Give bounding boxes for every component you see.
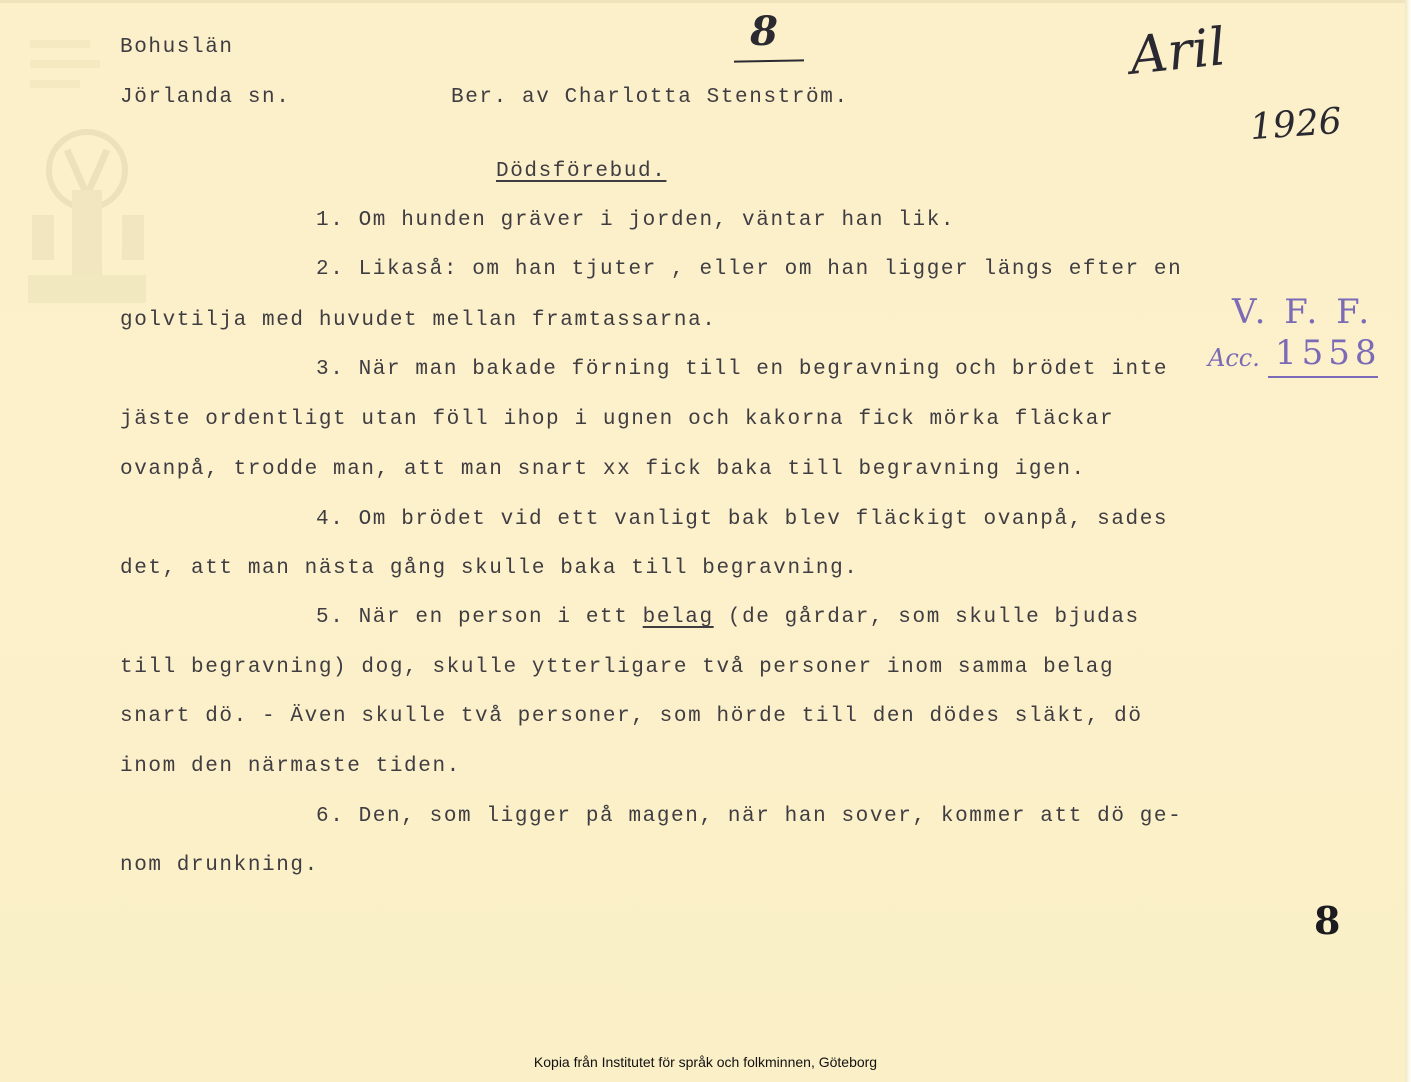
page-number-bottom: 8 xyxy=(1314,898,1341,943)
page-number-underline xyxy=(734,59,804,62)
paragraph-3-line-1: 3. När man bakade förning till en begravning och brödet inte xyxy=(316,358,1169,381)
parish-label: Jörlanda sn. xyxy=(120,86,291,109)
paragraph-3-line-3: ovanpå, trodde man, att man snart xx fick baka till begravning igen. xyxy=(120,458,1086,481)
paragraph-5-line-4: inom den närmaste tiden. xyxy=(120,755,461,778)
document-title: Dödsförebud. xyxy=(496,160,667,183)
reporter-label: Ber. av Charlotta Stenström. xyxy=(451,86,849,109)
handwritten-year: 1926 xyxy=(1248,100,1343,149)
paper-edge-top xyxy=(0,0,1411,3)
paragraph-2-line-1: 2. Likaså: om han tjuter , eller om han ligger längs efter en xyxy=(316,258,1183,281)
paragraph-5-text-a: 5. När en person i ett xyxy=(316,606,643,629)
paragraph-5-text-b: (de gårdar, som skulle bjudas xyxy=(713,606,1140,629)
paragraph-4-line-2: det, att man nästa gång skulle baka till begravning. xyxy=(120,557,859,580)
page-number-top xyxy=(734,8,806,70)
paragraph-6-line-2: nom drunkning. xyxy=(120,854,319,877)
paper-edge-right xyxy=(1405,0,1411,1082)
paragraph-1-line-1: 1. Om hunden gräver i jorden, väntar han lik. xyxy=(316,209,956,232)
footer-credit: Kopia från Institutet för språk och folkminnen, Göteborg xyxy=(533,1054,878,1070)
paragraph-4-line-1: 4. Om brödet vid ett vanligt bak blev fläckigt ovanpå, sades xyxy=(316,508,1169,531)
stamp-underline xyxy=(1268,376,1378,378)
bleed-through-emblem xyxy=(22,20,152,320)
paragraph-6-line-1: 6. Den, som ligger på magen, när han sover, kommer att dö ge- xyxy=(316,805,1183,828)
paragraph-5-line-3: snart dö. - Även skulle två personer, som hörde till den dödes släkt, dö xyxy=(120,705,1143,728)
paragraph-2-line-2: golvtilja med huvudet mellan framtassarna. xyxy=(120,309,717,332)
paragraph-5-line-2: till begravning) dog, skulle ytterligare två personer inom samma belag xyxy=(120,656,1115,679)
stamp-institution: V. F. F. xyxy=(1232,292,1374,332)
paragraph-3-line-2: jäste ordentligt utan föll ihop i ugnen och kakorna fick mörka fläckar xyxy=(120,408,1115,431)
province-label: Bohuslän xyxy=(120,36,234,59)
term-belag: belag xyxy=(642,606,714,629)
handwritten-month: Aril xyxy=(1127,17,1229,87)
stamp-acc-label: Acc. xyxy=(1208,344,1260,372)
page-number-top-text: 8 xyxy=(750,8,778,55)
paragraph-5-line-1 xyxy=(316,606,1140,629)
stamp-acc-number: 1558 xyxy=(1275,333,1382,373)
